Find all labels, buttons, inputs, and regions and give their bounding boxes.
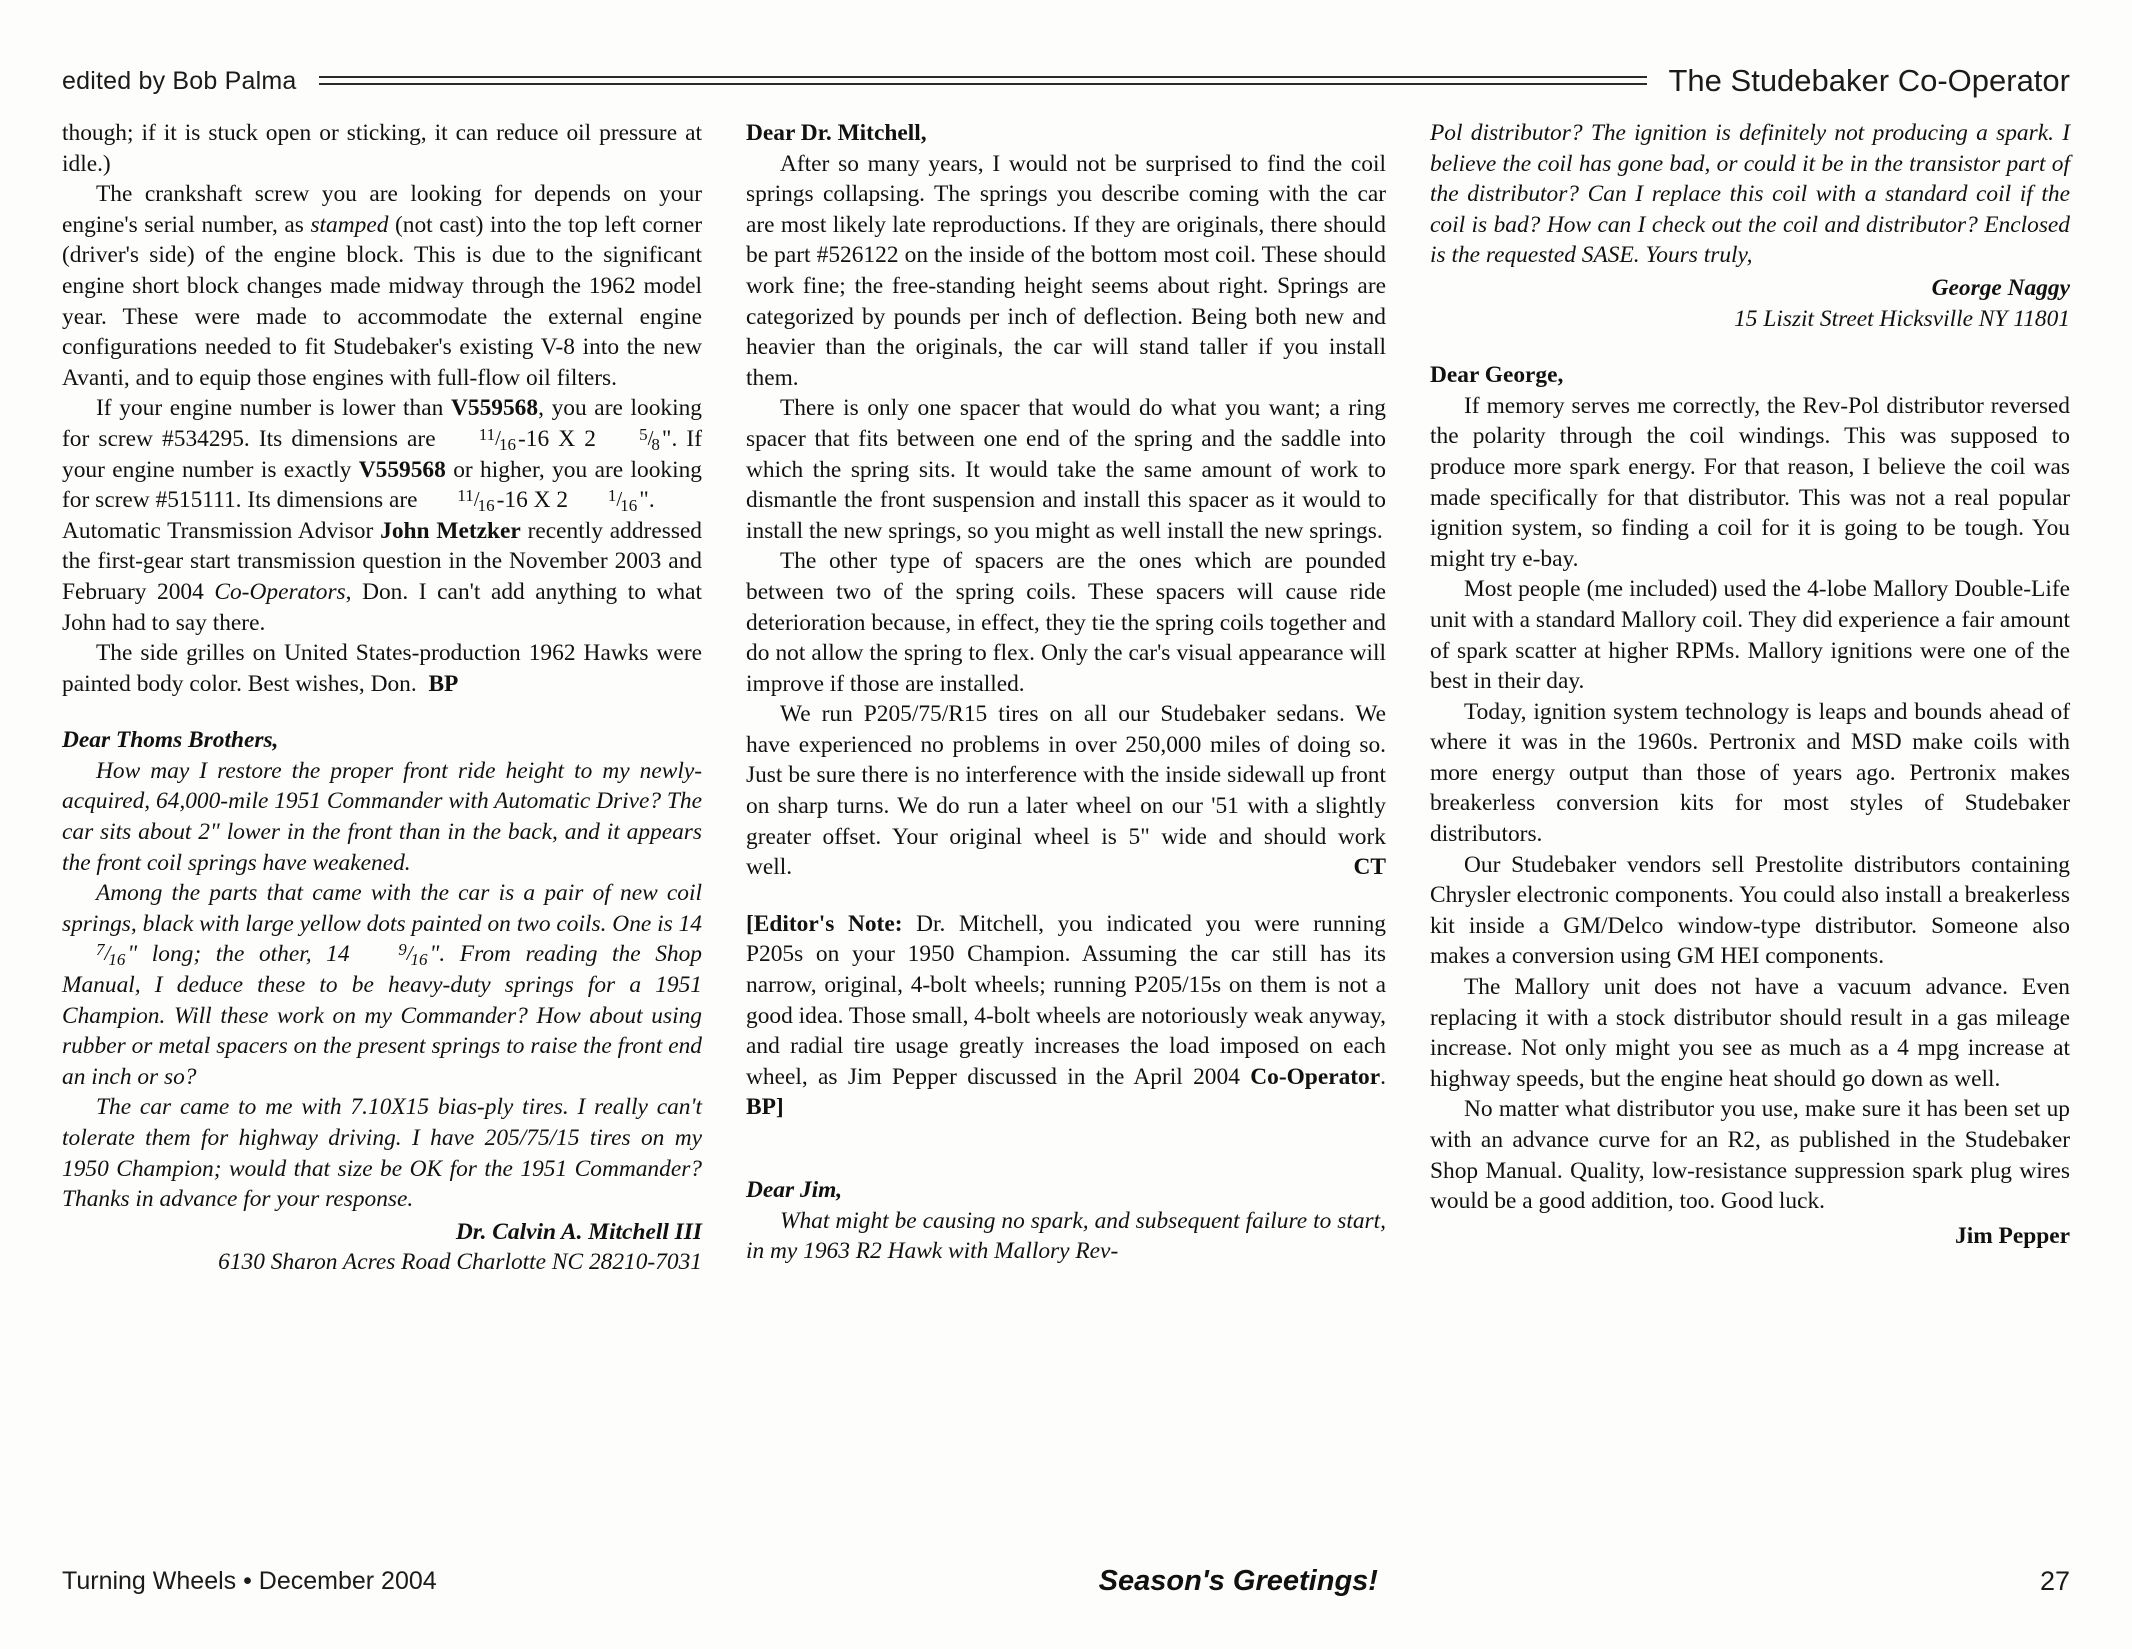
publication-title: The Studebaker Co-Operator — [1668, 63, 2070, 98]
paragraph: The Mallory unit does not have a vacuum advance. Even replacing it with a stock distributor should result in a gas mileage increase. Not only might you see as much as a 4 mpg increase at highway speeds, but the engine heat should go down as well. — [1430, 974, 2070, 1092]
text-run: Dr. Mitchell, you indicated you were running P205s on your 1950 Champion. Assuming the car still has its narrow, original, 4-bolt wheels; running P205/15s on them is not a good idea. Those small, 4-bolt wheels are notoriously weak anyway, and radial tire usage greatly increases the load imposed on each wheel, as Jim Pepper discussed in the April 2004 — [746, 910, 1386, 1090]
letter-salutation: Dear Dr. Mitchell, — [746, 120, 927, 146]
text-run: recently addressed the first-gear start transmission question in the November 2003 and February 2004 — [62, 517, 702, 605]
fraction-denominator: 16 — [410, 950, 428, 970]
footer-publication-date: Turning Wheels • December 2004 — [62, 1566, 437, 1595]
paragraph: Most people (me included) used the 4-lobe Mallory Double-Life unit with a standard Mallory coil. They did experience a fair amount of spark scatter at higher RPMs. Mallory ignitions were one of the best in their day. — [1430, 576, 2071, 695]
editor-credit: edited by Bob Palma — [62, 66, 297, 95]
paragraph: Pol distributor? The ignition is definitely not producing a spark. I believe the coil has gone bad, or could it be in the transistor part of the distributor? Can I replace this coil with a standard coil if the coil is bad? How can I check out the coil and distributor? Enclosed is the requested SASE. Yours truly, — [1430, 120, 2070, 269]
text-run: (not cast) into the top left corner (driver's side) of the engine block. This is due to the significant engine short block changes made midway through the 1962 model year. These were made to accommodate the external engine configurations needed to fit Studebaker's existing V-8 into the new Avanti, and to equip those engines with full-flow oil filters. — [62, 211, 702, 391]
text-run: The side grilles on United States-production 1962 Hawks were painted body color. Best wishes, Don. — [62, 640, 702, 697]
engine-number: V559568 — [358, 456, 446, 483]
paragraph: What might be causing no spark, and subsequent failure to start, in my 1963 R2 Hawk with Mallory Rev- — [746, 1207, 1386, 1265]
text-run: , you are looking for screw #534295. Its dimensions are — [62, 395, 702, 452]
letter-signature: Jim Pepper — [1955, 1222, 2070, 1249]
text-run: , Don. I can't add anything to what John had to say there. — [62, 578, 702, 636]
article-columns — [62, 118, 2070, 1528]
page-footer — [62, 1561, 2070, 1601]
text-run: ". If your engine number is exactly — [62, 425, 702, 483]
engine-number: V559568 — [450, 395, 539, 422]
fraction: 5/8 — [639, 424, 660, 454]
paragraph — [746, 699, 1386, 883]
letter-signature: George Naggy — [1931, 274, 2070, 301]
text-run: " long; the other, 14 — [127, 941, 365, 968]
author-initials: BP — [428, 670, 459, 697]
paragraph — [62, 638, 702, 699]
fraction-denominator: 8 — [651, 434, 660, 454]
letter-salutation: Dear George, — [1430, 362, 1564, 389]
paragraph — [62, 516, 702, 638]
paragraph: After so many years, I would not be surprised to find the coil springs collapsing. The springs you describe coming with the car are most likely late reproductions. If they are originals, there should be part #526122 on the inside of the bottom most coil. These should work fine; the free-standing height seems about right. Springs are categorized by pounds per inch of deflection. Being both new and heavier than the originals, the car will stand taller if you install them. — [746, 150, 1386, 391]
fraction: 11/16 — [478, 424, 516, 454]
person-name: John Metzker — [380, 517, 521, 544]
text-run: ". — [639, 487, 655, 514]
letter-salutation: Dear Thoms Brothers, — [62, 727, 279, 754]
fraction-numerator: 9 — [398, 940, 407, 960]
fraction-denominator: 16 — [498, 434, 516, 454]
paragraph: How may I restore the proper front ride height to my newly-acquired, 64,000-mile 1951 Commander with Automatic Drive? The car sits about 2" lower in the front than in the back, and it appears the front coil springs have weakened. — [62, 757, 702, 876]
paragraph: The other type of spacers are the ones which are pounded between two of the spring coils. These spacers will cause ride deterioration because, in effect, they tie the spring coils together and do not allow the spring to flex. Only the car's visual appearance will improve if those are installed. — [746, 548, 1386, 697]
paragraph: The car came to me with 7.10X15 bias-ply tires. I really can't tolerate them for highway driving. I have 205/75/15 tires on my 1950 Champion; would that size be OK for the 1951 Commander? Thanks in advance for your response. — [62, 1094, 702, 1213]
paragraph: Today, ignition system technology is leaps and bounds ahead of where it was in the 1960s. Pertronix and MSD make coils with more energy output than those of years ago. Pertronix makes breakerless conversion kits for most styles of Studebaker distributors. — [1430, 698, 2070, 848]
fraction: 11/16 — [457, 486, 495, 516]
fraction-denominator: 16 — [108, 950, 126, 970]
text-run: If your engine number is lower than — [96, 395, 451, 422]
letter-signature-address: 6130 Sharon Acres Road Charlotte NC 28210-7031 — [218, 1249, 702, 1276]
fraction: 7/16 — [96, 940, 126, 970]
paragraph — [62, 393, 702, 515]
header-rule — [319, 74, 1647, 88]
author-initials: CT — [1353, 854, 1386, 881]
paragraph: Our Studebaker vendors sell Prestolite distributors containing Chrysler electronic components. You could also install a breakerless kit inside a GM/Delco window-type distributor. Someone also makes a conversion using GM HEI components. — [1430, 851, 2070, 970]
paragraph: No matter what distributor you use, make sure it has been set up with an advance curve for an R2, as published in the Studebaker Shop Manual. Quality, low-resistance suppression spark plug wires would be a good addition, too. Good luck. — [1430, 1096, 2070, 1215]
fraction-numerator: 1 — [607, 486, 617, 506]
letter-salutation: Dear Jim, — [746, 1177, 843, 1203]
letter-signature-address: 15 Liszit Street Hicksville NY 11801 — [1734, 305, 2070, 332]
fraction-numerator: 7 — [96, 940, 105, 960]
text-run: ". From reading the Shop Manual, I deduce these to be heavy-duty springs for a 1951 Champion. Will these work on my Commander? How about using rubber or metal spacers on the present springs to raise the front end an inch or so? — [62, 941, 702, 1090]
page-number: 27 — [2039, 1565, 2070, 1596]
letter-signature: Dr. Calvin A. Mitchell III — [455, 1218, 702, 1245]
fraction-denominator: 16 — [620, 496, 638, 516]
fraction-numerator: 5 — [639, 424, 648, 444]
text-emphasis: stamped — [310, 211, 389, 238]
editor-note-label: [Editor's Note: — [746, 910, 903, 937]
page-header — [62, 58, 2070, 104]
column-1 — [62, 118, 702, 1528]
text-run: The crankshaft screw you are looking for depends on your engine's serial number, as — [62, 181, 702, 238]
paragraph — [62, 878, 702, 1092]
paragraph — [62, 179, 702, 393]
paragraph: though; if it is stuck open or sticking, it can reduce oil pressure at idle.) — [62, 120, 702, 177]
text-run: We run P205/75/R15 tires on all our Studebaker sedans. We have experienced no problems in over 250,000 miles of doing so. Just be sure there is no interference with the inside sidewall up front on sharp turns. We do run a later wheel on our '51 with a slightly greater offset. Your original wheel is 5" wide and should work well. — [746, 701, 1386, 881]
text-run: Automatic Transmission Advisor — [62, 517, 381, 544]
paragraph: If memory serves me correctly, the Rev-Pol distributor reversed the polarity through the coil windings. This was supposed to produce more spark energy. For that reason, I believe the coil was made specifically for that distributor. This was not a real popular ignition system, so finding a coil for it is going to be tough. You might try e-bay. — [1430, 392, 2070, 572]
fraction: 9/16 — [398, 940, 428, 970]
footer-seasonal-greeting: Season's Greetings! — [1098, 1564, 1378, 1597]
text-run: -16 X 2 — [496, 487, 574, 514]
column-2 — [746, 118, 1386, 1528]
text-run: or higher, you are looking for screw #515111. Its dimensions are — [62, 456, 702, 514]
editor-note — [746, 909, 1386, 1123]
fraction-numerator: 11 — [457, 486, 474, 506]
fraction-numerator: 11 — [478, 424, 496, 444]
publication-reference: Co-Operator — [1250, 1063, 1381, 1090]
column-3 — [1430, 118, 2070, 1528]
text-emphasis: Co-Operators — [214, 578, 346, 605]
author-initials: BP] — [746, 1094, 784, 1121]
text-run: . — [1380, 1063, 1386, 1090]
fraction-denominator: 16 — [477, 496, 495, 516]
text-run: Among the parts that came with the car is a pair of new coil springs, black with large yellow dots painted on two coils. One is 14 — [62, 880, 702, 937]
paragraph: There is only one spacer that would do what you want; a ring spacer that fits between one end of the spring and the saddle into which the spring sits. It would take the same amount of work to dismantle the front suspension and install this spacer as it would to install the new springs, so you might as well install the new springs. — [746, 395, 1386, 544]
fraction: 1/16 — [607, 486, 638, 516]
text-run: -16 X 2 — [517, 425, 606, 452]
